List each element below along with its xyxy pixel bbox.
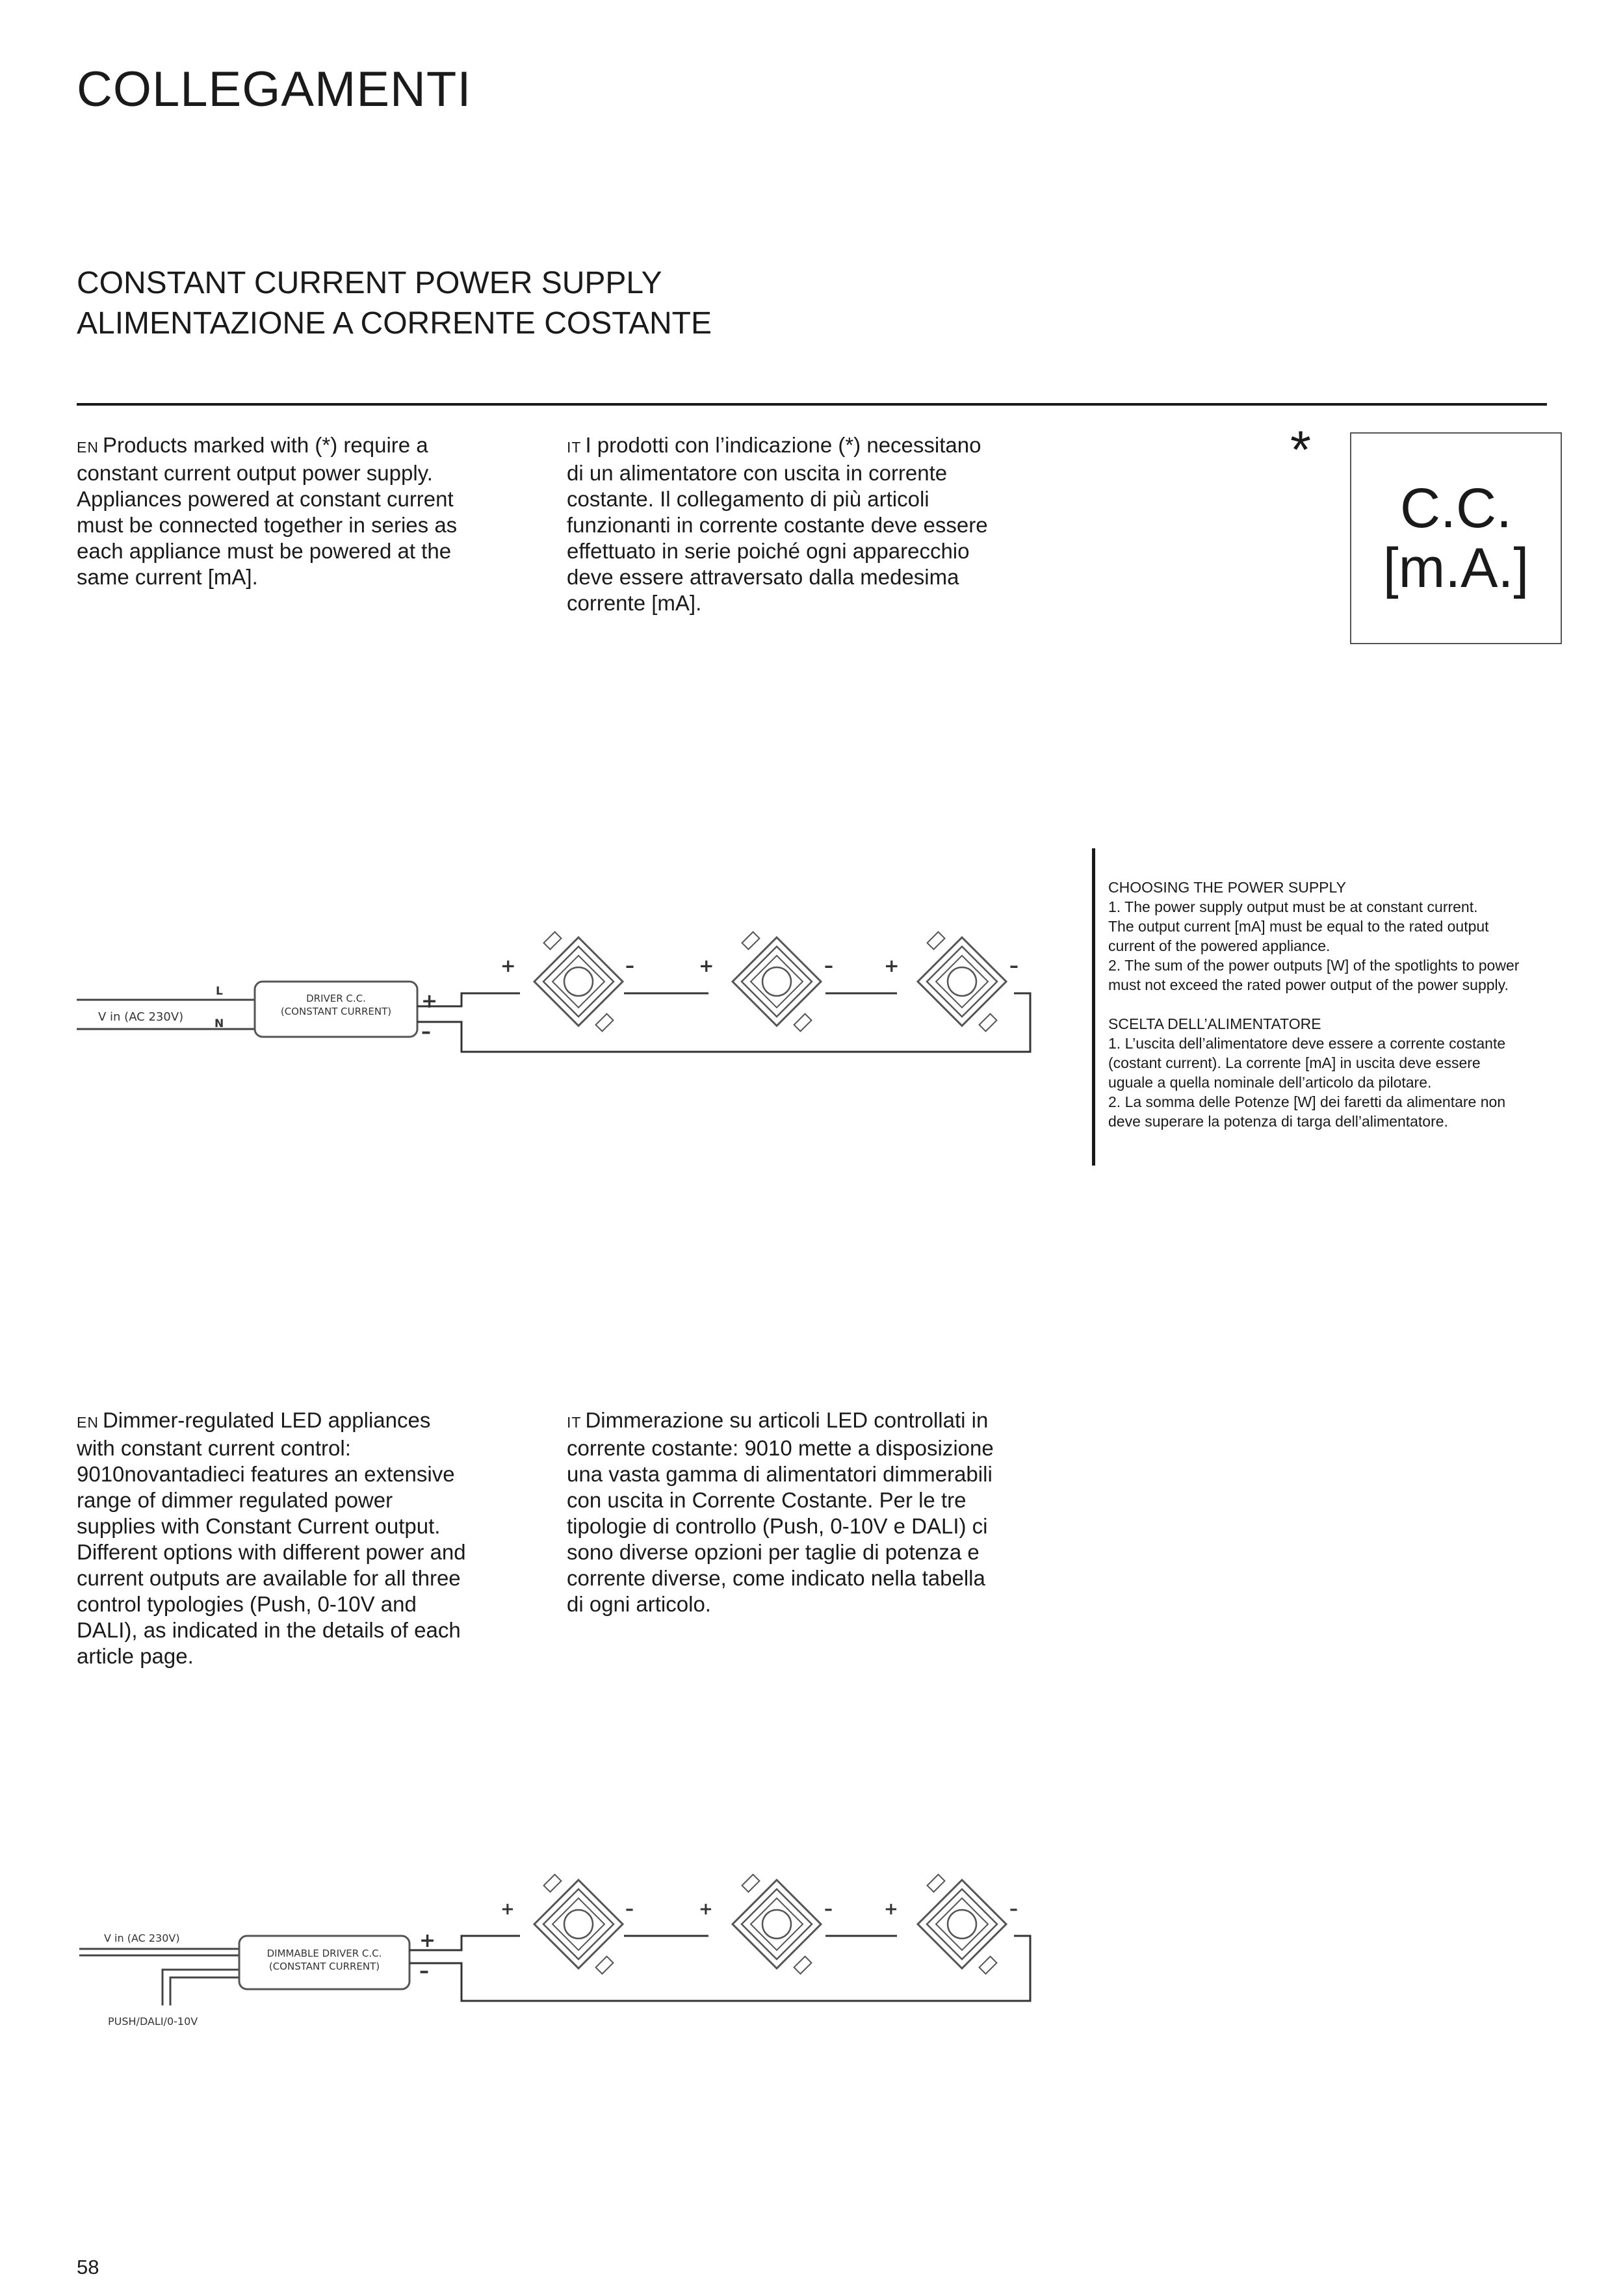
intro-en-line: same current [mA].: [77, 565, 258, 589]
spot3-minus: –: [1009, 955, 1019, 976]
driver-plus-label: +: [419, 1929, 436, 1952]
spot1-plus: +: [500, 1899, 515, 1919]
dimmer-en-line: Dimmer-regulated LED appliances: [102, 1408, 431, 1432]
section-title: [77, 263, 712, 344]
intro-en-line: each appliance must be powered at the: [77, 539, 452, 563]
notes-en-title: CHOOSING THE POWER SUPPLY: [1108, 879, 1346, 896]
notes-accent-bar: [1092, 848, 1095, 1166]
dimmer-it-line: tipologie di controllo (Push, 0-10V e DALI) ci: [567, 1514, 988, 1538]
intro-en-paragraph: [77, 432, 532, 590]
intro-it-line: costante. Il collegamento di più articoli: [567, 487, 929, 511]
intro-en-line: constant current output power supply.: [77, 461, 433, 485]
symbol-line-1: C.C.: [1400, 477, 1512, 540]
driver-label-line1: DRIVER C.C.: [306, 993, 366, 1004]
section-divider: [77, 403, 1547, 406]
lang-tag-it: IT: [567, 1414, 582, 1431]
dimmer-it-line: corrente diverse, come indicato nella tabella: [567, 1566, 985, 1590]
intro-it-paragraph: [567, 432, 1061, 616]
dimmer-it-line: Dimmerazione su articoli LED controllati in: [585, 1408, 989, 1432]
power-supply-notes: [1108, 878, 1576, 1131]
control-input-label: PUSH/DALI/0-10V: [108, 2015, 198, 2028]
dimmer-en-line: with constant current control:: [77, 1436, 351, 1460]
driver-plus-label: +: [421, 990, 438, 1013]
spot2-minus: –: [824, 955, 833, 976]
intro-it-line: deve essere attraversato dalla medesima: [567, 565, 959, 589]
dimmer-en-paragraph: [77, 1407, 545, 1669]
spot1-minus: –: [625, 1899, 634, 1919]
spot3-plus: +: [884, 1899, 898, 1919]
intro-it-line: funzionanti in corrente costante deve essere: [567, 513, 988, 537]
voltage-input-label: V in (AC 230V): [104, 1932, 180, 1944]
spotlight-1: [534, 932, 623, 1032]
line-terminal-label: L: [216, 985, 223, 998]
lang-tag-en: EN: [77, 439, 99, 456]
dimmer-it-line: una vasta gamma di alimentatori dimmerabili: [567, 1462, 993, 1486]
spot3-minus: –: [1009, 1899, 1018, 1919]
spot2-minus: –: [824, 1899, 833, 1919]
driver-minus-label: –: [419, 1960, 429, 1983]
dimmer-it-line: corrente costante: 9010 mette a disposizione: [567, 1436, 994, 1460]
dimmer-en-line: DALI), as indicated in the details of each: [77, 1618, 461, 1642]
spot1-minus: –: [625, 955, 634, 976]
notes-en-line: 2. The sum of the power outputs [W] of the spotlights to power: [1108, 957, 1520, 974]
intro-it-line: effettuato in serie poiché ogni apparecchio: [567, 539, 970, 563]
dimmer-en-line: article page.: [77, 1644, 194, 1668]
spotlight-2: [733, 1875, 821, 1974]
lang-tag-en: EN: [77, 1414, 99, 1431]
intro-en-line: Products marked with (*) require a: [102, 433, 428, 457]
dimmer-en-line: 9010novantadieci features an extensive: [77, 1462, 455, 1486]
neutral-terminal-label: N: [214, 1017, 224, 1030]
driver-label-line2: (CONSTANT CURRENT): [268, 1961, 380, 1972]
notes-it-line: 1. L’uscita dell’alimentatore deve essere a corrente costante: [1108, 1035, 1506, 1052]
intro-it-line: corrente [mA].: [567, 591, 702, 615]
symbol-line-2: [m.A.]: [1383, 537, 1529, 599]
lang-tag-it: IT: [567, 439, 582, 456]
section-title-it: ALIMENTAZIONE A CORRENTE COSTANTE: [77, 306, 712, 341]
wiring-diagram-dimmable: [0, 1859, 1105, 2028]
dimmer-en-line: control typologies (Push, 0-10V and: [77, 1592, 417, 1616]
driver-label-line2: (CONSTANT CURRENT): [280, 1006, 392, 1017]
section-title-en: CONSTANT CURRENT POWER SUPPLY: [77, 266, 662, 300]
driver-label-line1: DIMMABLE DRIVER C.C.: [266, 1948, 382, 1959]
spotlight-2: [733, 932, 821, 1032]
page-title: COLLEGAMENTI: [77, 62, 472, 117]
spot1-plus: +: [500, 955, 516, 976]
notes-it-line: 2. La somma delle Potenze [W] dei faretti da alimentare non: [1108, 1093, 1506, 1110]
spotlight-3: [918, 932, 1006, 1032]
dimmer-it-line: con uscita in Corrente Costante. Per le tre: [567, 1488, 967, 1512]
dimmer-en-line: Different options with different power and: [77, 1540, 466, 1564]
driver-minus-label: –: [421, 1021, 431, 1043]
wiring-diagram-constant-current: [0, 910, 1105, 1105]
notes-it-line: (costant current). La corrente [mA] in uscita deve essere: [1108, 1054, 1481, 1071]
dimmer-it-line: di ogni articolo.: [567, 1592, 711, 1616]
asterisk-mark: *: [1290, 421, 1311, 480]
notes-it-line: deve superare la potenza di targa dell’alimentatore.: [1108, 1113, 1448, 1130]
voltage-input-label: V in (AC 230V): [98, 1010, 184, 1024]
notes-en-line: current of the powered appliance.: [1108, 937, 1331, 954]
dimmer-it-line: sono diverse opzioni per taglie di potenza e: [567, 1540, 980, 1564]
intro-en-line: Appliances powered at constant current: [77, 487, 454, 511]
spotlight-3: [918, 1875, 1006, 1974]
page-number: 58: [77, 2256, 99, 2278]
spot3-plus: +: [884, 955, 900, 976]
dimmer-en-line: supplies with Constant Current output.: [77, 1514, 441, 1538]
notes-en-line: 1. The power supply output must be at constant current.: [1108, 898, 1478, 915]
constant-current-symbol: [1350, 432, 1562, 644]
dimmer-en-line: current outputs are available for all three: [77, 1566, 461, 1590]
spotlight-1: [534, 1875, 623, 1974]
spot2-plus: +: [699, 955, 714, 976]
notes-it-title: SCELTA DELL’ALIMENTATORE: [1108, 1015, 1321, 1032]
intro-it-line: I prodotti con l’indicazione (*) necessitano: [585, 433, 981, 457]
dimmer-it-paragraph: [567, 1407, 1061, 1617]
notes-en-line: must not exceed the rated power output of the power supply.: [1108, 976, 1509, 993]
notes-en-line: The output current [mA] must be equal to the rated output: [1108, 918, 1489, 935]
notes-it-line: uguale a quella nominale dell’articolo da pilotare.: [1108, 1074, 1432, 1091]
spot2-plus: +: [699, 1899, 713, 1919]
dimmer-en-line: range of dimmer regulated power: [77, 1488, 393, 1512]
intro-it-line: di un alimentatore con uscita in corrente: [567, 461, 948, 485]
intro-en-line: must be connected together in series as: [77, 513, 458, 537]
